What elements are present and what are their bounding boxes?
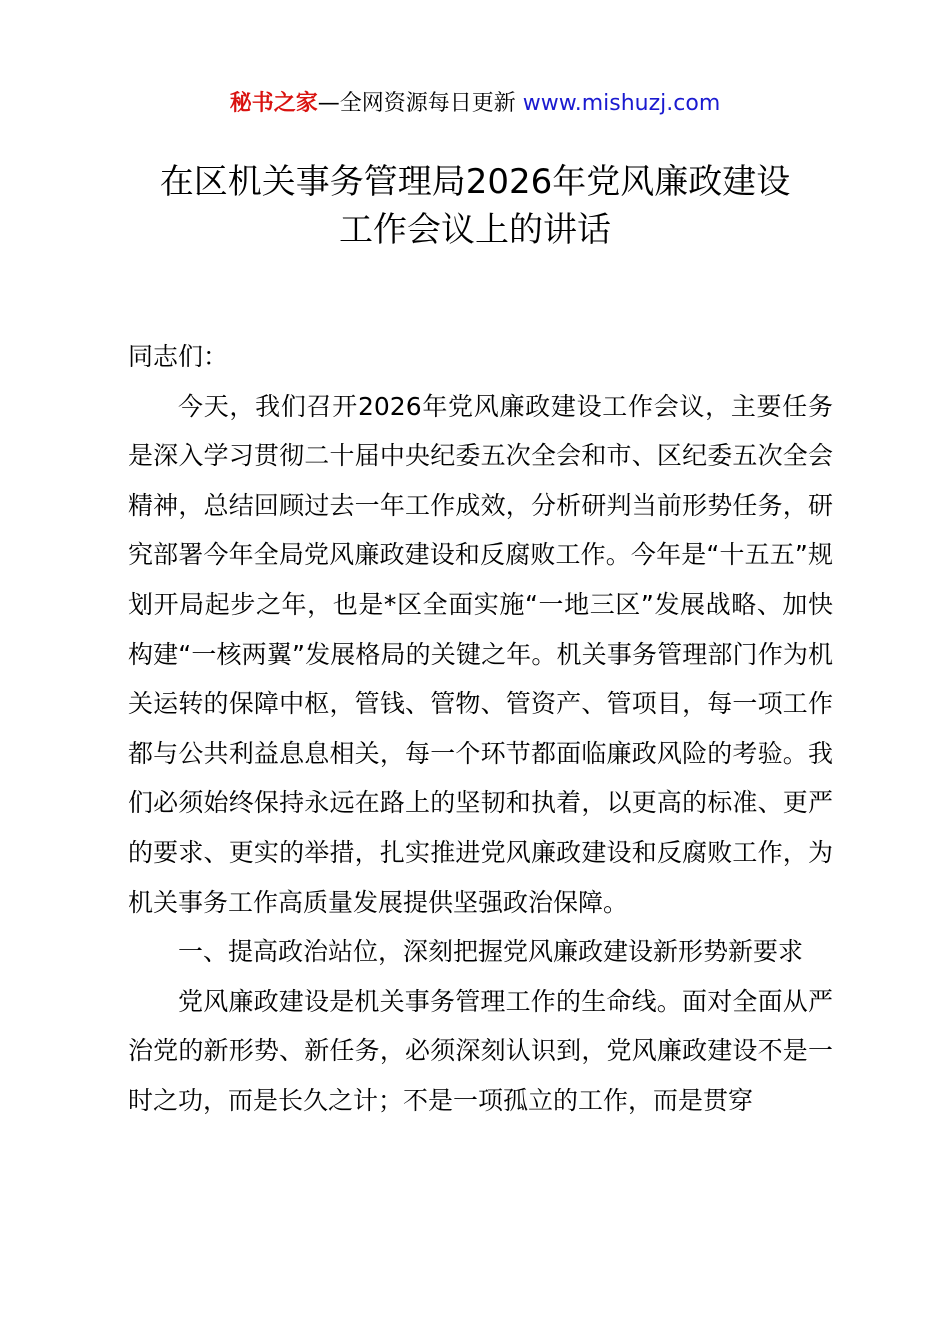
site-tagline: —全网资源每日更新: [317, 91, 523, 116]
site-header: [0, 88, 950, 120]
site-brand: 秘书之家: [229, 91, 318, 116]
title-line-2: 工作会议上的讲话: [339, 210, 611, 250]
site-url-link[interactable]: www.mishuzj.com: [522, 91, 721, 116]
document-body: [128, 332, 833, 1126]
paragraph-section-1: 党风廉政建设是机关事务管理工作的生命线。面对全面从严治党的新形势、新任务，必须深刻认识到，党风廉政建设不是一时之功，而是长久之计；不是一项孤立的工作，而是贯穿: [128, 986, 833, 1115]
paragraph-intro: 今天，我们召开2026年党风廉政建设工作会议，主要任务是深入学习贯彻二十届中央纪委五次全会和市、区纪委五次全会精神，总结回顾过去一年工作成效，分析研判当前形势任务，研究部署今年全局党风廉政建设和反腐败工作。今年是“十五五”规划开局起步之年，也是*区全面实施“一地三区”发展战略、加快构建“一核两翼”发展格局的关键之年。机关事务管理部门作为机关运转的保障中枢，管钱、管物、管资产、管项目，每一项工作都与公共利益息息相关，每一个环节都面临廉政风险的考验。我们必须始终保持永远在路上的坚韧和执着，以更高的标准、更严的要求、更实的举措，扎实推进党风廉政建设和反腐败工作，为机关事务工作高质量发展提供坚强政治保障。: [128, 391, 833, 917]
section-heading-1: 一、提高政治站位，深刻把握党风廉政建设新形势新要求: [178, 937, 804, 967]
document-title: [100, 158, 850, 254]
title-line-1: 在区机关事务管理局2026年党风廉政建设: [159, 162, 791, 202]
salutation: 同志们：: [128, 342, 229, 371]
